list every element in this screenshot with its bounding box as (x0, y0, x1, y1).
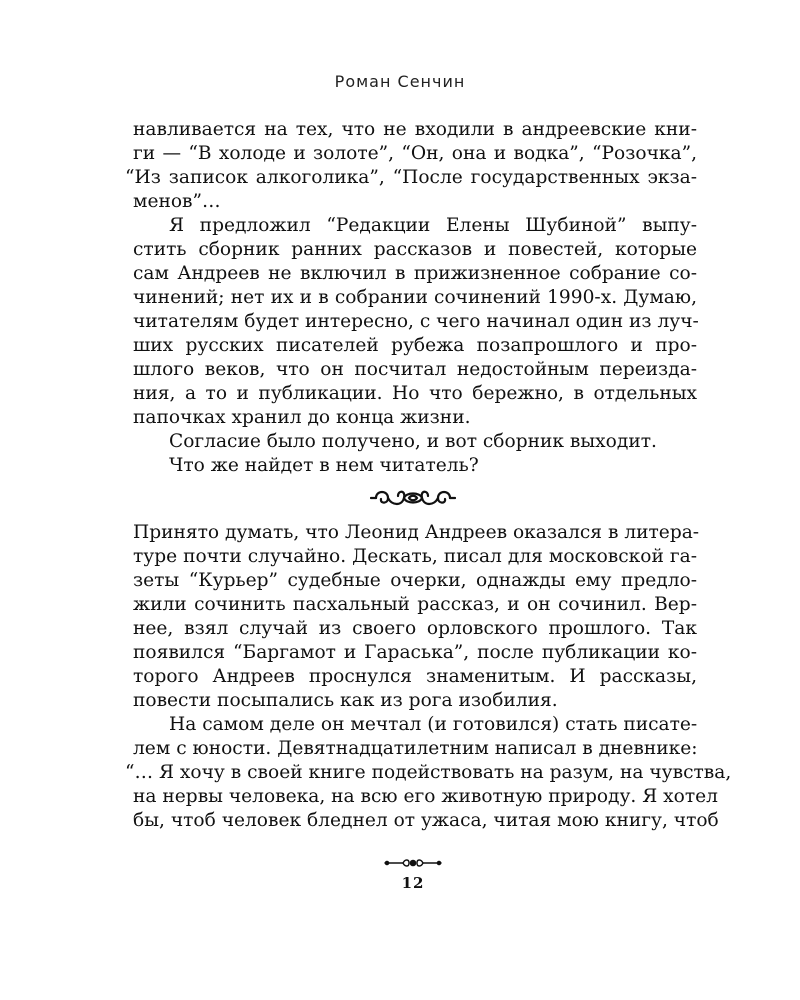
page-number: 12 (401, 874, 425, 892)
text-line: зеты “Курьер” судебные очерки, однажды ему предло- (133, 570, 697, 591)
text-line: бы, чтоб человек бледнел от ужаса, читая мою книгу, чтоб (133, 810, 719, 831)
text-line: Принято думать, что Леонид Андреев оказался в литера- (133, 522, 700, 543)
text-line: чинений; нет их и в собрании сочинений 1990-х. Думаю, (133, 287, 697, 308)
text-line: ги — “В холоде и золоте”, “Он, она и водка”, “Розочка”, (133, 143, 697, 164)
text-line: “… Я хочу в своей книге подействовать на разум, на чувства, (125, 762, 732, 783)
text-line: нее, взял случай из своего орловского прошлого. Так (133, 618, 697, 639)
text-line: папочках хранил до конца жизни. (133, 407, 471, 428)
text-line: На самом деле он мечтал (и готовился) стать писате- (169, 714, 698, 735)
text-section-2 (125, 521, 732, 833)
text-line: навливается на тех, что не входили в андреевские кни- (133, 119, 697, 140)
text-line: туре почти случайно. Дескать, писал для московской га- (133, 546, 697, 567)
running-header: Роман Сенчин (334, 72, 466, 91)
text-line: ших русских писателей рубежа позапрошлого и про- (133, 335, 697, 356)
text-line: менов”… (133, 191, 221, 212)
text-line: стить сборник ранних рассказов и повестей, которые (133, 239, 697, 260)
text-line: появился “Баргамот и Гараська”, после публикации ко- (133, 642, 697, 663)
ornament-divider-icon (370, 484, 456, 512)
text-line: читателям будет интересно, с чего начинал один из луч- (133, 311, 699, 332)
text-line: на нервы человека, на всю его животную природу. Я хотел (133, 786, 718, 807)
text-line: Я предложил “Редакции Елены Шубиной” выпу- (169, 215, 697, 236)
text-line: жили сочинить пасхальный рассказ, и он сочинил. Вер- (133, 594, 697, 615)
flourish-icon (383, 856, 443, 870)
text-line: повести посыпались как из рога изобилия. (133, 690, 558, 711)
text-line: торого Андреев проснулся знаменитым. И рассказы, (133, 666, 697, 687)
text-line: сам Андреев не включил в прижизненное собрание со- (133, 263, 697, 284)
text-line: Что же найдет в нем читатель? (169, 455, 479, 476)
text-line: ния, а то и публикации. Но что бережно, в отдельных (133, 383, 697, 404)
text-section-1 (125, 118, 699, 478)
text-line: шлого веков, что он посчитал недостойным переизда- (133, 359, 697, 380)
text-line: “Из записок алкоголика”, “После государственных экза- (125, 167, 697, 188)
text-line: Согласие было получено, и вот сборник выходит. (169, 431, 657, 452)
text-line: лем с юности. Девятнадцатилетним написал в дневнике: (133, 738, 698, 759)
